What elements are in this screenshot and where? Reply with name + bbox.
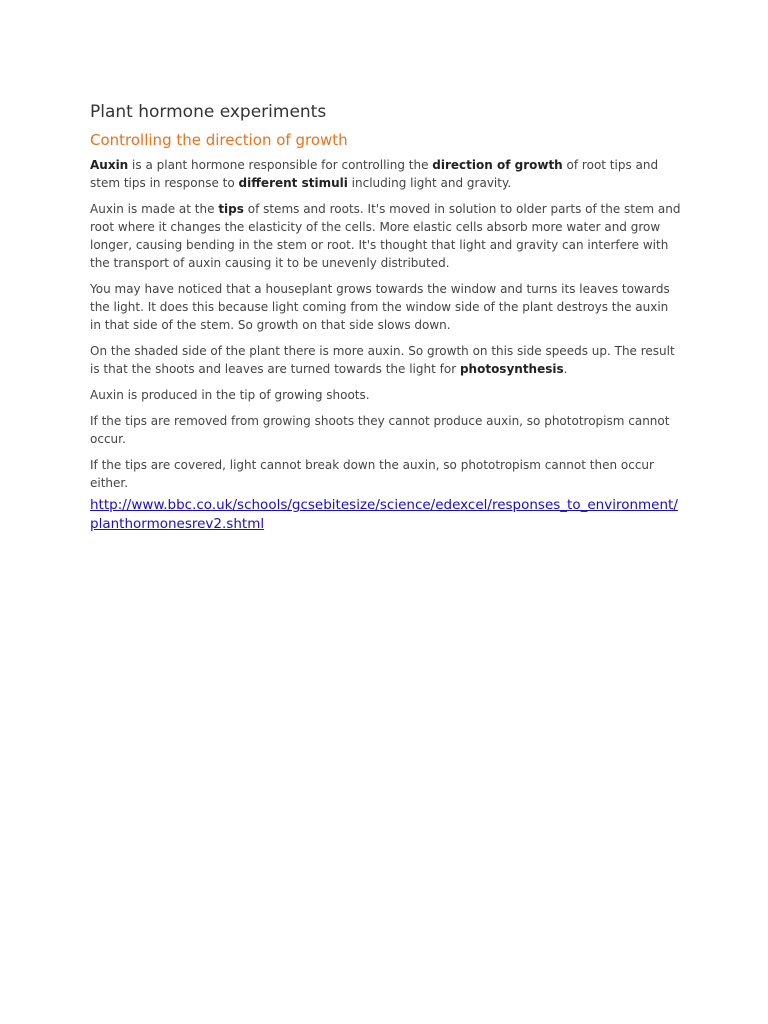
paragraph-text: . [563, 362, 568, 376]
paragraph-text: including light and gravity. [347, 176, 512, 190]
paragraph-houseplant: You may have noticed that a houseplant grows towards the window and turns its leaves towards the light. It does this because light coming from the window side of the plant destroys the auxin in that side of the stem. So growth on that side slows down. [90, 282, 670, 332]
paragraph-auxin-intro [90, 156, 682, 192]
paragraph-text: On the shaded side of the plant there is more auxin. So growth on this side speeds up. The result is that the shoots and leaves are turned towards the light for [90, 344, 675, 376]
paragraph-auxin-made [90, 200, 682, 272]
bold-term-photosynthesis: photosynthesis [459, 362, 564, 376]
bold-term-different-stimuli: different stimuli [238, 176, 348, 190]
paragraph-auxin-produced: Auxin is produced in the tip of growing shoots. [90, 388, 370, 402]
paragraph-shaded-side [90, 342, 682, 378]
document-page [90, 101, 682, 534]
paragraph-text: of stems and roots. It's moved in solution to older parts of the stem and root where it changes the elasticity of the cells. More elastic cells absorb more water and grow longer, causing bending in the stem or root. It's thought that light and gravity can interfere with the transport of auxin causing it to be unevenly distributed. [90, 202, 681, 270]
paragraph-text: Auxin is made at the [90, 202, 219, 216]
paragraph-text: of root tips and stem tips in response to [90, 158, 659, 190]
page-title: Plant hormone experiments [90, 102, 327, 122]
paragraph-tips-covered: If the tips are covered, light cannot break down the auxin, so phototropism cannot then occur either. [90, 458, 654, 490]
source-link[interactable]: http://www.bbc.co.uk/schools/gcsebitesize/science/edexcel/responses_to_environment/planthormonesrev2.shtml [90, 497, 678, 532]
bold-term-direction-of-growth: direction of growth [432, 158, 563, 172]
bold-term-auxin: Auxin [90, 158, 129, 172]
paragraph-text: is a plant hormone responsible for controlling the [128, 158, 433, 172]
section-heading: Controlling the direction of growth [90, 131, 348, 149]
paragraph-tips-removed: If the tips are removed from growing shoots they cannot produce auxin, so phototropism cannot occur. [90, 414, 670, 446]
bold-term-tips: tips [218, 202, 244, 216]
